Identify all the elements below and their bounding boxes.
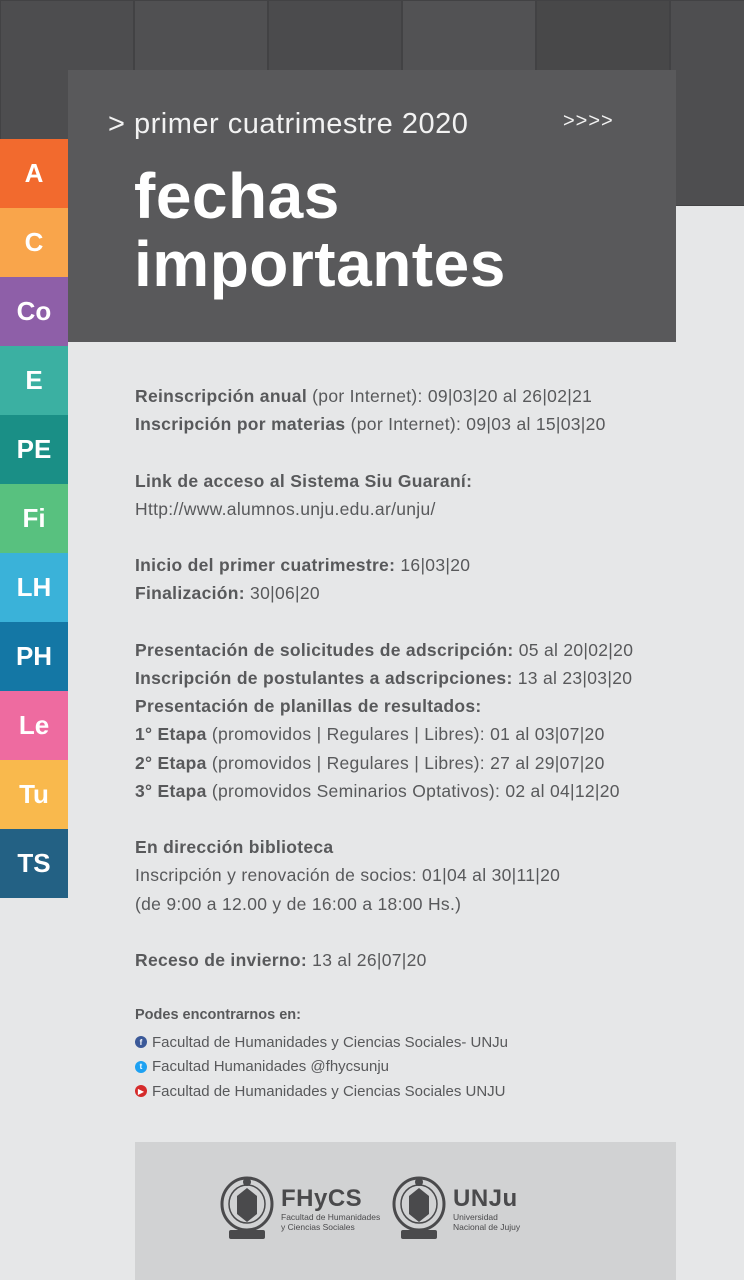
- twitter-link[interactable]: [135, 1055, 695, 1080]
- social-heading: Podes encontrarnos en:: [135, 1007, 301, 1023]
- date-line: Inscripción de postulantes a adscripciones: 13 al 23|03|20: [135, 667, 633, 688]
- tab-ph[interactable]: PH: [0, 622, 68, 691]
- fhycs-sub-2: y Ciencias Sociales: [281, 1222, 355, 1232]
- date-line: Inscripción por materias (por Internet): 09|03 al 15|03|20: [135, 414, 606, 435]
- career-tabs: [0, 139, 68, 898]
- twitter-icon: t: [135, 1061, 147, 1073]
- date-line: Finalización: 30|06|20: [135, 583, 320, 604]
- tab-lh[interactable]: LH: [0, 553, 68, 622]
- header-card: [68, 70, 676, 342]
- tab-pe[interactable]: PE: [0, 415, 68, 484]
- section-heading: En dirección biblioteca: [135, 837, 334, 858]
- arrows-decoration: >>>>: [563, 110, 614, 132]
- date-line: Inscripción y renovación de socios: 01|04 al 30|11|20: [135, 865, 561, 886]
- tab-le[interactable]: Le: [0, 691, 68, 760]
- fhycs-name: FHyCS: [281, 1185, 363, 1212]
- date-line: Presentación de solicitudes de adscripción: 05 al 20|02|20: [135, 639, 634, 660]
- date-line: Reinscripción anual (por Internet): 09|03|20 al 26|02|21: [135, 386, 593, 406]
- unju-sub-2: Nacional de Jujuy: [453, 1222, 521, 1232]
- page-title: [134, 162, 506, 298]
- dates-content: [135, 382, 695, 974]
- section-heading: Presentación de planillas de resultados:: [135, 696, 482, 717]
- date-line: 1° Etapa (promovidos | Regulares | Libres): 01 al 03|07|20: [135, 724, 605, 745]
- fhycs-logo: [219, 1174, 380, 1244]
- unju-name: UNJu: [453, 1185, 518, 1212]
- tab-ts[interactable]: TS: [0, 829, 68, 898]
- youtube-link[interactable]: [135, 1079, 695, 1104]
- date-line: Receso de invierno: 13 al 26|07|20: [135, 949, 427, 970]
- page-subtitle: > primer cuatrimestre 2020: [108, 108, 469, 140]
- facebook-icon: f: [135, 1036, 147, 1048]
- fhycs-sub-1: Facultad de Humanidades: [281, 1212, 381, 1222]
- siu-link[interactable]: Http://www.alumnos.unju.edu.ar/unju/: [135, 498, 436, 519]
- tab-tu[interactable]: Tu: [0, 760, 68, 829]
- unju-logo: [391, 1174, 520, 1244]
- date-line: Inicio del primer cuatrimestre: 16|03|20: [135, 555, 471, 576]
- facebook-link[interactable]: [135, 1030, 695, 1055]
- tab-a[interactable]: A: [0, 139, 68, 208]
- date-line: 3° Etapa (promovidos Seminarios Optativos): 02 al 04|12|20: [135, 780, 620, 801]
- social-links: [135, 1004, 695, 1104]
- date-line: (de 9:00 a 12.00 y de 16:00 a 18:00 Hs.): [135, 893, 462, 914]
- unju-sub-1: Universidad: [453, 1212, 498, 1222]
- youtube-label: Facultad de Humanidades y Ciencias Sociales UNJU: [152, 1082, 506, 1100]
- twitter-label: Facultad Humanidades @fhycsunju: [152, 1058, 390, 1076]
- footer-logos: [135, 1142, 676, 1280]
- tab-e[interactable]: E: [0, 346, 68, 415]
- facebook-label: Facultad de Humanidades y Ciencias Sociales- UNJu: [152, 1033, 509, 1051]
- title-line-1: fechas: [134, 160, 340, 232]
- tab-co[interactable]: Co: [0, 277, 68, 346]
- youtube-icon: ▶: [135, 1085, 147, 1097]
- title-line-2: importantes: [134, 228, 506, 300]
- link-heading: Link de acceso al Sistema Siu Guaraní:: [135, 470, 473, 491]
- tab-c[interactable]: C: [0, 208, 68, 277]
- university-seal-icon: [219, 1174, 275, 1244]
- university-seal-icon: [391, 1174, 447, 1244]
- tab-fi[interactable]: Fi: [0, 484, 68, 553]
- date-line: 2° Etapa (promovidos | Regulares | Libres): 27 al 29|07|20: [135, 752, 605, 773]
